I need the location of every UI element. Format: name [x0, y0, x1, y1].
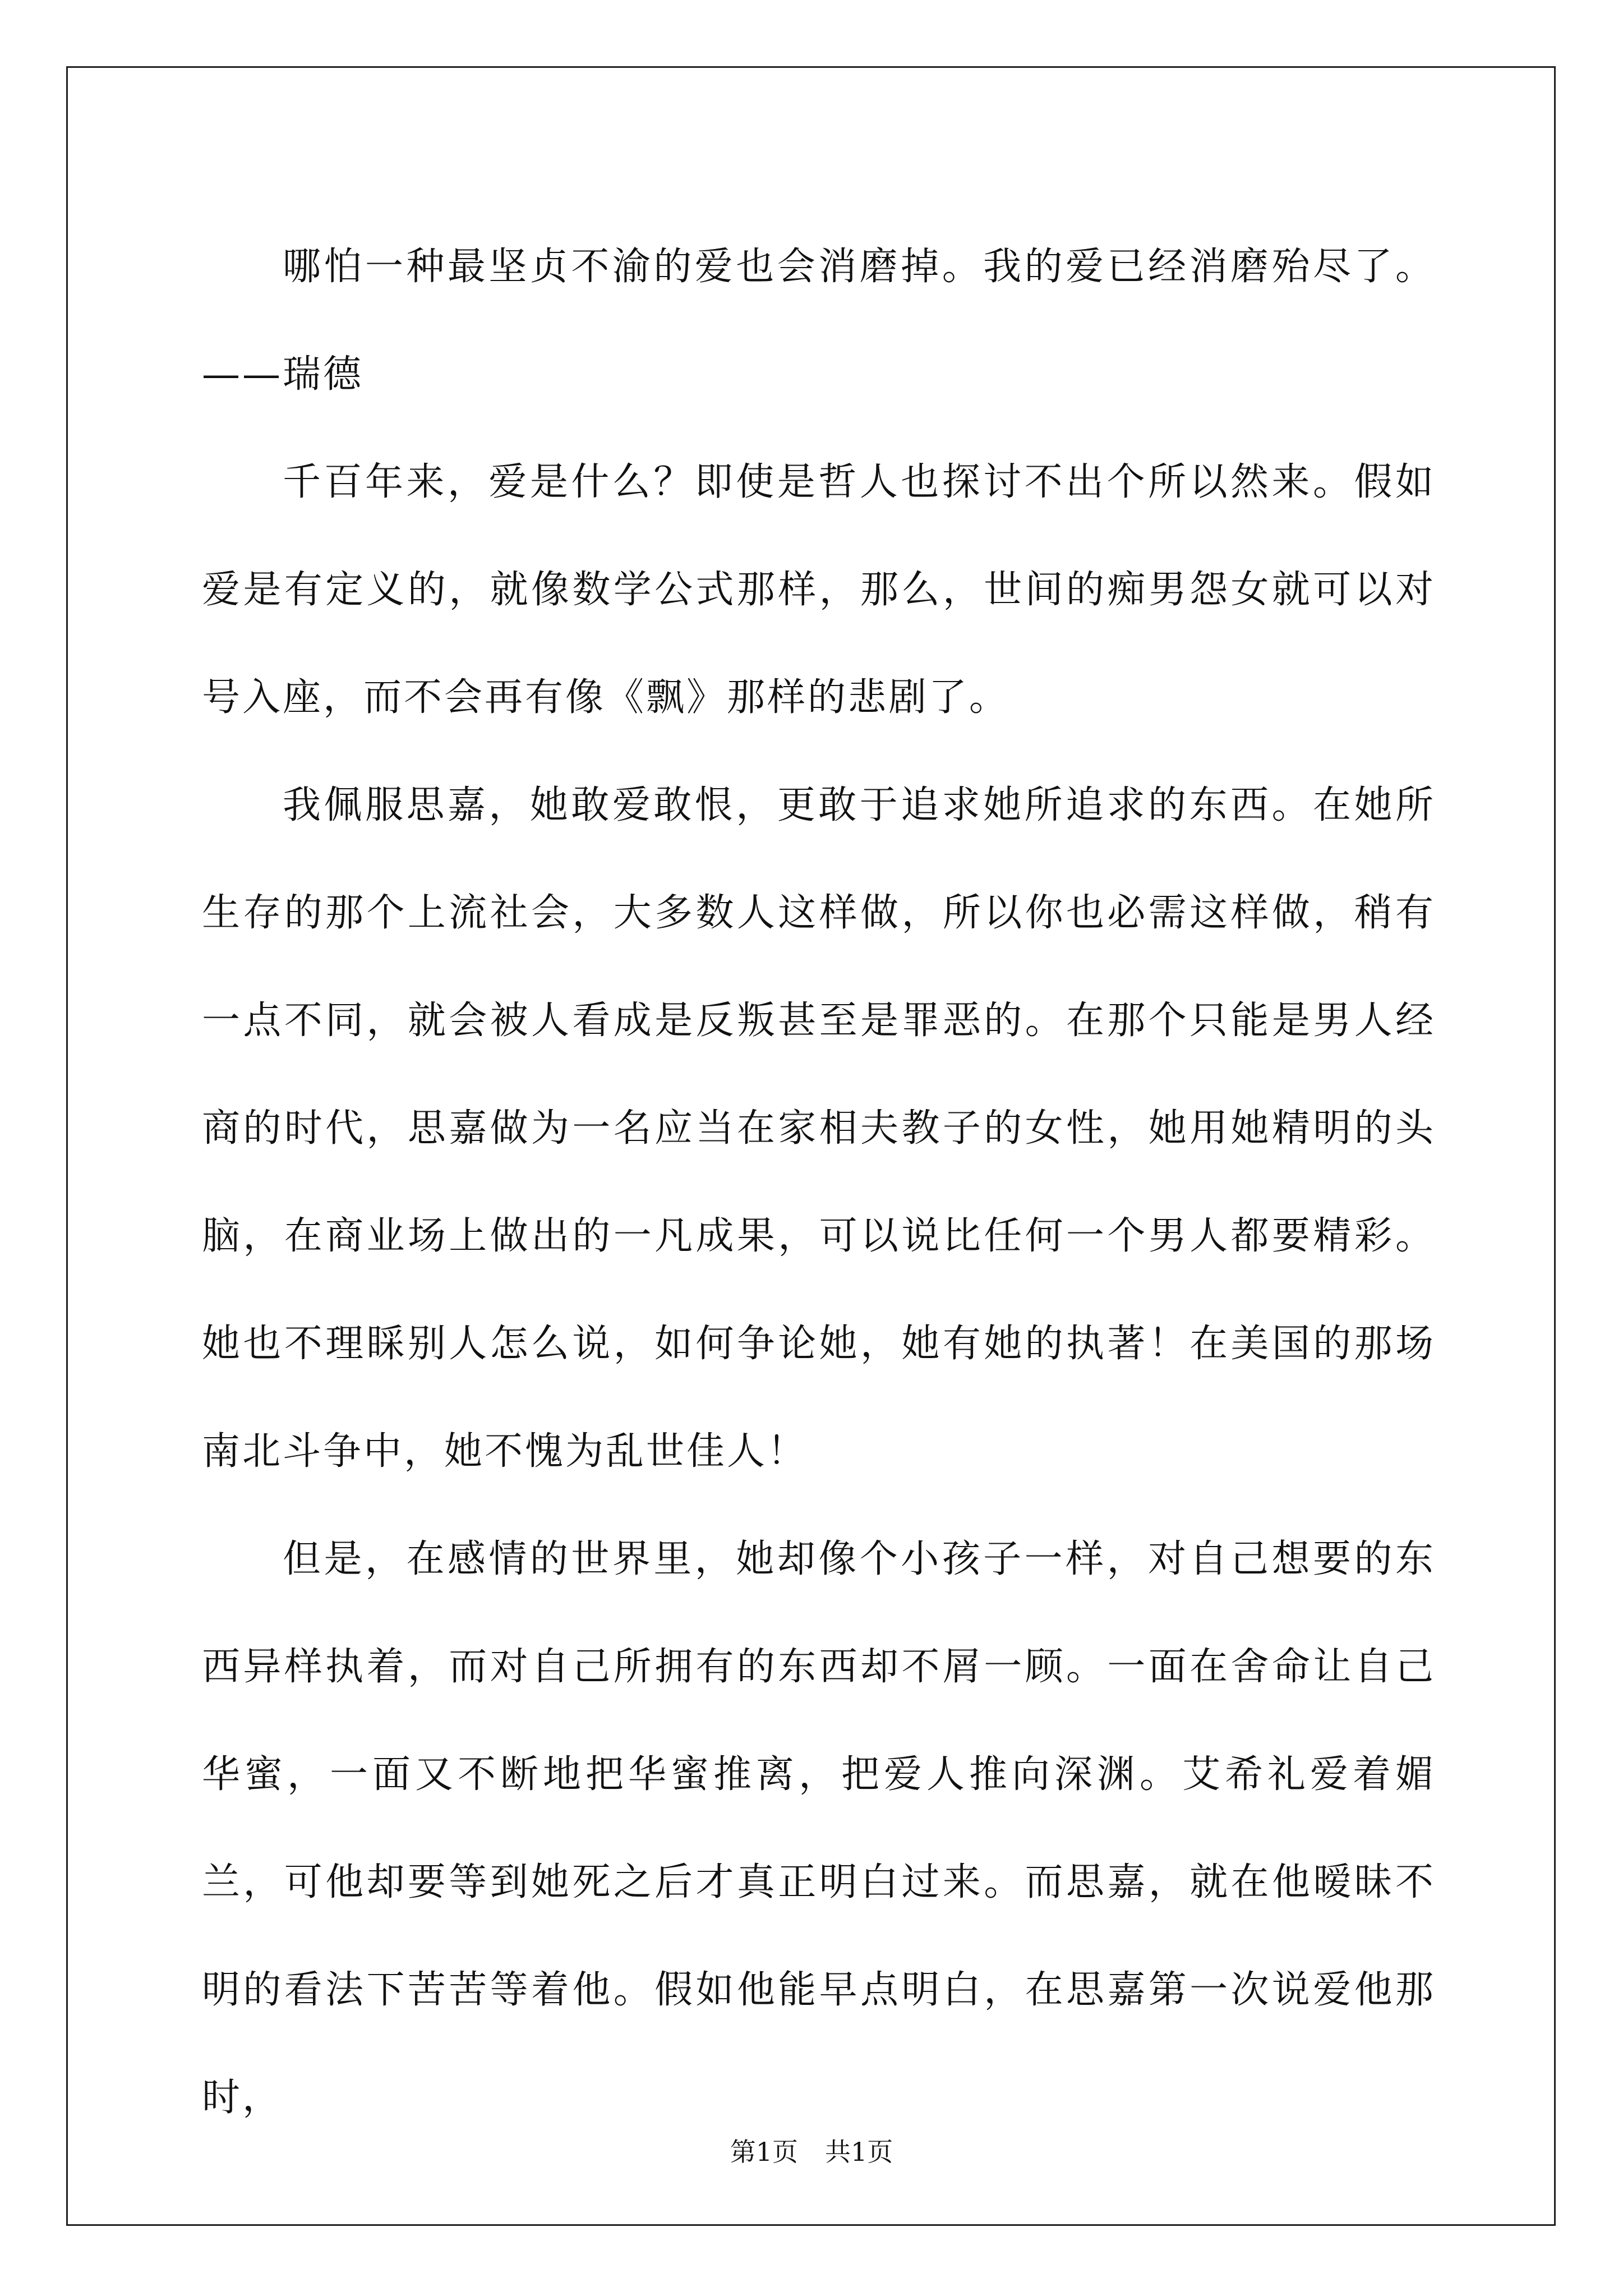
- page-number: 第1页: [730, 2137, 798, 2167]
- page-footer: [0, 2132, 1623, 2169]
- document-body: [202, 213, 1436, 2152]
- paragraph-quote: 哪怕一种最坚贞不渝的爱也会消磨掉。我的爱已经消磨殆尽了。——瑞德: [202, 245, 1436, 397]
- paragraph-1: 千百年来，爱是什么？即使是哲人也探讨不出个所以然来。假如爱是有定义的，就像数学公式那样，那么，世间的痴男怨女就可以对号入座，而不会再有像《飘》那样的悲剧了。: [202, 460, 1436, 720]
- paragraph-3: 但是，在感情的世界里，她却像个小孩子一样，对自己想要的东西异样执着，而对自己所拥有的东西却不屑一顾。一面在舍命让自己华蜜，一面又不断地把华蜜推离，把爱人推向深渊。艾希礼爱着媚兰，可他却要等到她死之后才真正明白过来。而思嘉，就在他暧昧不明的看法下苦苦等着他。假如他能早点明白，在思嘉第一次说爱他那时，: [202, 1537, 1436, 2120]
- page-total: 共1页: [825, 2137, 893, 2167]
- paragraph-2: 我佩服思嘉，她敢爱敢恨，更敢于追求她所追求的东西。在她所生存的那个上流社会，大多数人这样做，所以你也必需这样做，稍有一点不同，就会被人看成是反叛甚至是罪恶的。在那个只能是男人经商的时代，思嘉做为一名应当在家相夫教子的女性，她用她精明的头脑，在商业场上做出的一凡成果，可以说比任何一个男人都要精彩。她也不理睬别人怎么说，如何争论她，她有她的执著！在美国的那场南北斗争中，她不愧为乱世佳人！: [202, 783, 1436, 1474]
